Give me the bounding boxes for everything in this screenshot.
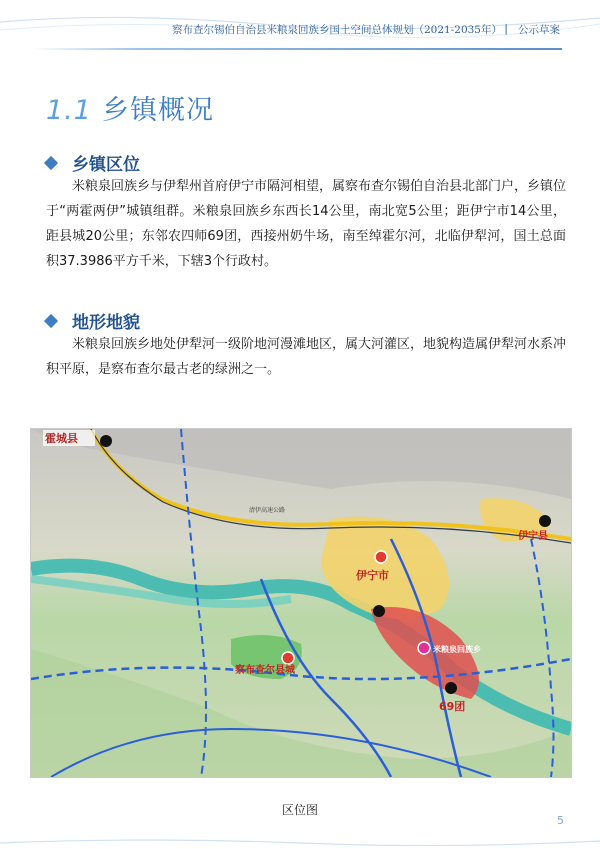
section-number: 1.1 (46, 95, 92, 126)
subsection-heading-terrain (46, 308, 140, 333)
chabuchaer-marker (282, 652, 294, 664)
header-separator: | (504, 22, 508, 35)
page-number: 5 (557, 814, 564, 827)
chabuchaer-label: 察布查尔县城 (235, 665, 295, 676)
expressway-label: 清伊高速公路 (249, 507, 286, 514)
node-marker (373, 605, 385, 617)
terrain-paragraph (46, 332, 566, 382)
footer-decoration (0, 835, 600, 849)
diamond-bullet-icon (44, 156, 58, 170)
yining-city-label: 伊宁市 (356, 569, 389, 582)
paragraph-text: 米粮泉回族乡与伊犁州首府伊宁市隔河相望，属察布查尔锡伯自治县北部门户，乡镇位于“两霍两伊”城镇组群。米粮泉回族乡东西长14公里，南北宽5公里；距伊宁市14公里，距县城20公里；东邻农四师69团，西接州奶牛场，南至绰霍尔河，北临伊犁河，国土总面积37.3986平方千米，下辖3个行政村。 (46, 179, 567, 269)
yining-county-label: 伊宁县 (518, 531, 548, 542)
section-title (46, 88, 214, 127)
subsection-heading-text: 地形地貌 (72, 313, 140, 333)
subsection-heading-location (46, 150, 140, 175)
header-status-note: 公示草案 (518, 24, 560, 36)
tuan69-marker (445, 682, 457, 694)
yining-city-marker (375, 551, 387, 563)
location-paragraph (46, 174, 566, 274)
subsection-heading-text: 乡镇区位 (72, 155, 140, 175)
location-map (30, 428, 572, 778)
location-map-graphic (31, 429, 571, 777)
figure-caption: 区位图 (281, 803, 318, 817)
tuan69-label: 69团 (439, 700, 466, 713)
miliangquan-label: 米粮泉回族乡 (433, 645, 481, 654)
header-rule (32, 48, 562, 50)
diamond-bullet-icon (44, 314, 58, 328)
paragraph-text: 米粮泉回族乡地处伊犁河一级阶地河漫滩地区，属大河灌区，地貌构造属伊犁河水系冲积平原，是察布查尔最古老的绿洲之一。 (46, 337, 567, 377)
miliangquan-marker (418, 642, 430, 654)
section-title-text: 乡镇概况 (101, 95, 214, 126)
huocheng-label: 霍城县 (45, 432, 78, 445)
yining-county-marker (539, 515, 551, 527)
document-header-title: 察布查尔锡伯自治县米粮泉回族乡国土空间总体规划（2021-2035年） (172, 24, 502, 36)
huocheng-marker (100, 435, 112, 447)
